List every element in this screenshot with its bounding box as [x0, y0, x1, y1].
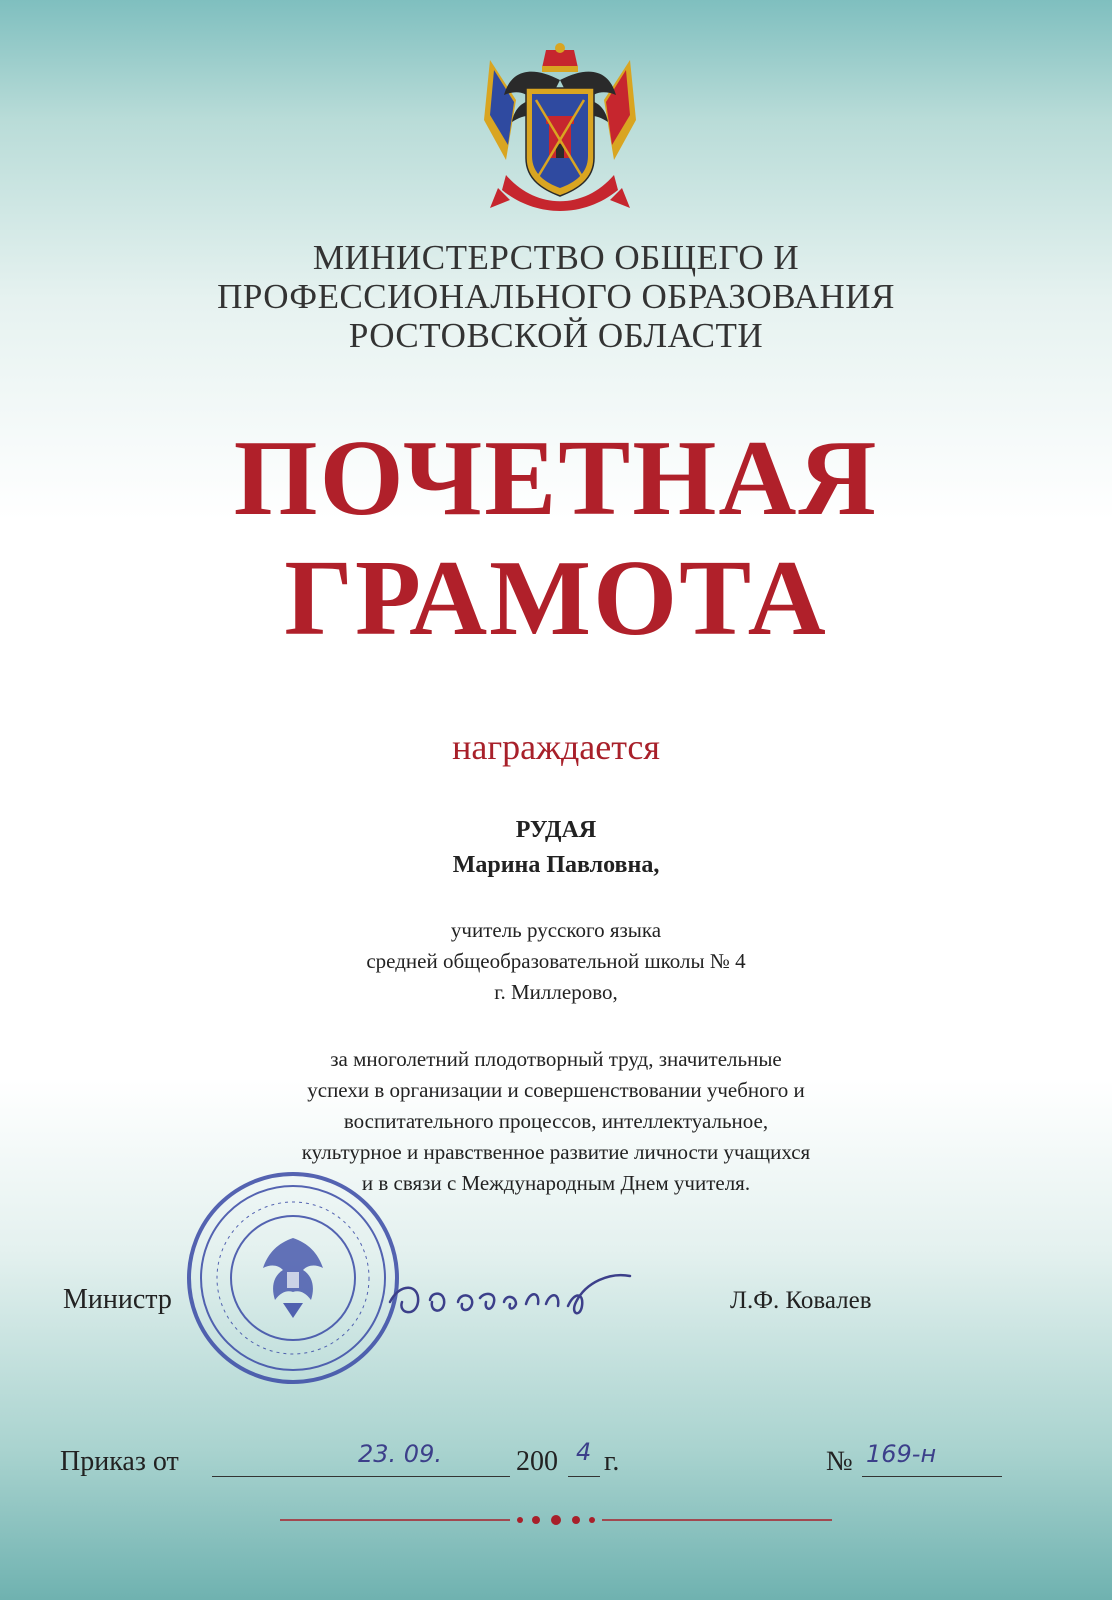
order-year-suffix: г.: [604, 1446, 620, 1477]
reason-line-3: воспитательного процессов, интеллектуальное,: [343, 1109, 769, 1133]
handwritten-signature-icon: [380, 1262, 640, 1332]
position-line-2: средней общеобразовательной школы № 4: [366, 949, 746, 973]
position-line-3: г. Миллерово,: [494, 980, 618, 1004]
order-date-line: [212, 1476, 510, 1477]
order-year-line: [568, 1476, 600, 1477]
order-date-handwritten: 23. 09.: [358, 1440, 442, 1468]
certificate-title-line-1: ПОЧЕТНАЯ: [233, 419, 879, 538]
reason-line-4: культурное и нравственное развитие личности учащихся: [301, 1140, 811, 1164]
order-number-label: №: [826, 1446, 853, 1477]
ministry-line-3: РОСТОВСКОЙ ОБЛАСТИ: [348, 316, 764, 355]
signature-label: Министр: [63, 1284, 172, 1315]
order-year-prefix: 200: [516, 1446, 558, 1477]
order-number-handwritten: 169-н: [866, 1440, 937, 1468]
reason-line-1: за многолетний плодотворный труд, значительные: [330, 1047, 782, 1071]
awarded-text: награждается: [452, 727, 660, 767]
reason-line-5: и в связи с Международным Днем учителя.: [361, 1171, 751, 1195]
recipient-position: [0, 915, 1112, 1008]
ministry-line-2: ПРОФЕССИОНАЛЬНОГО ОБРАЗОВАНИЯ: [217, 277, 895, 316]
order-number-line: [862, 1476, 1002, 1477]
award-reason: [0, 1044, 1112, 1199]
decorative-divider-icon: [280, 1510, 832, 1530]
recipient-surname: РУДАЯ: [515, 817, 597, 843]
ministry-line-1: МИНИСТЕРСТВО ОБЩЕГО И: [312, 238, 800, 277]
certificate-title-line-2: ГРАМОТА: [284, 539, 828, 658]
order-label: Приказ от: [60, 1446, 179, 1477]
order-year-digit-handwritten: 4: [576, 1438, 592, 1466]
signatory-name: Л.Ф. Ковалев: [730, 1287, 872, 1314]
official-round-seal-icon: [183, 1168, 403, 1388]
recipient-given-name: Марина Павловна,: [452, 852, 660, 878]
order-row: [0, 1438, 1112, 1496]
position-line-1: учитель русского языка: [450, 918, 662, 942]
ministry-heading: [0, 238, 1112, 355]
rostov-oblast-coat-of-arms-icon: [476, 40, 644, 212]
reason-line-2: успехи в организации и совершенствовании учебного и: [307, 1078, 805, 1102]
